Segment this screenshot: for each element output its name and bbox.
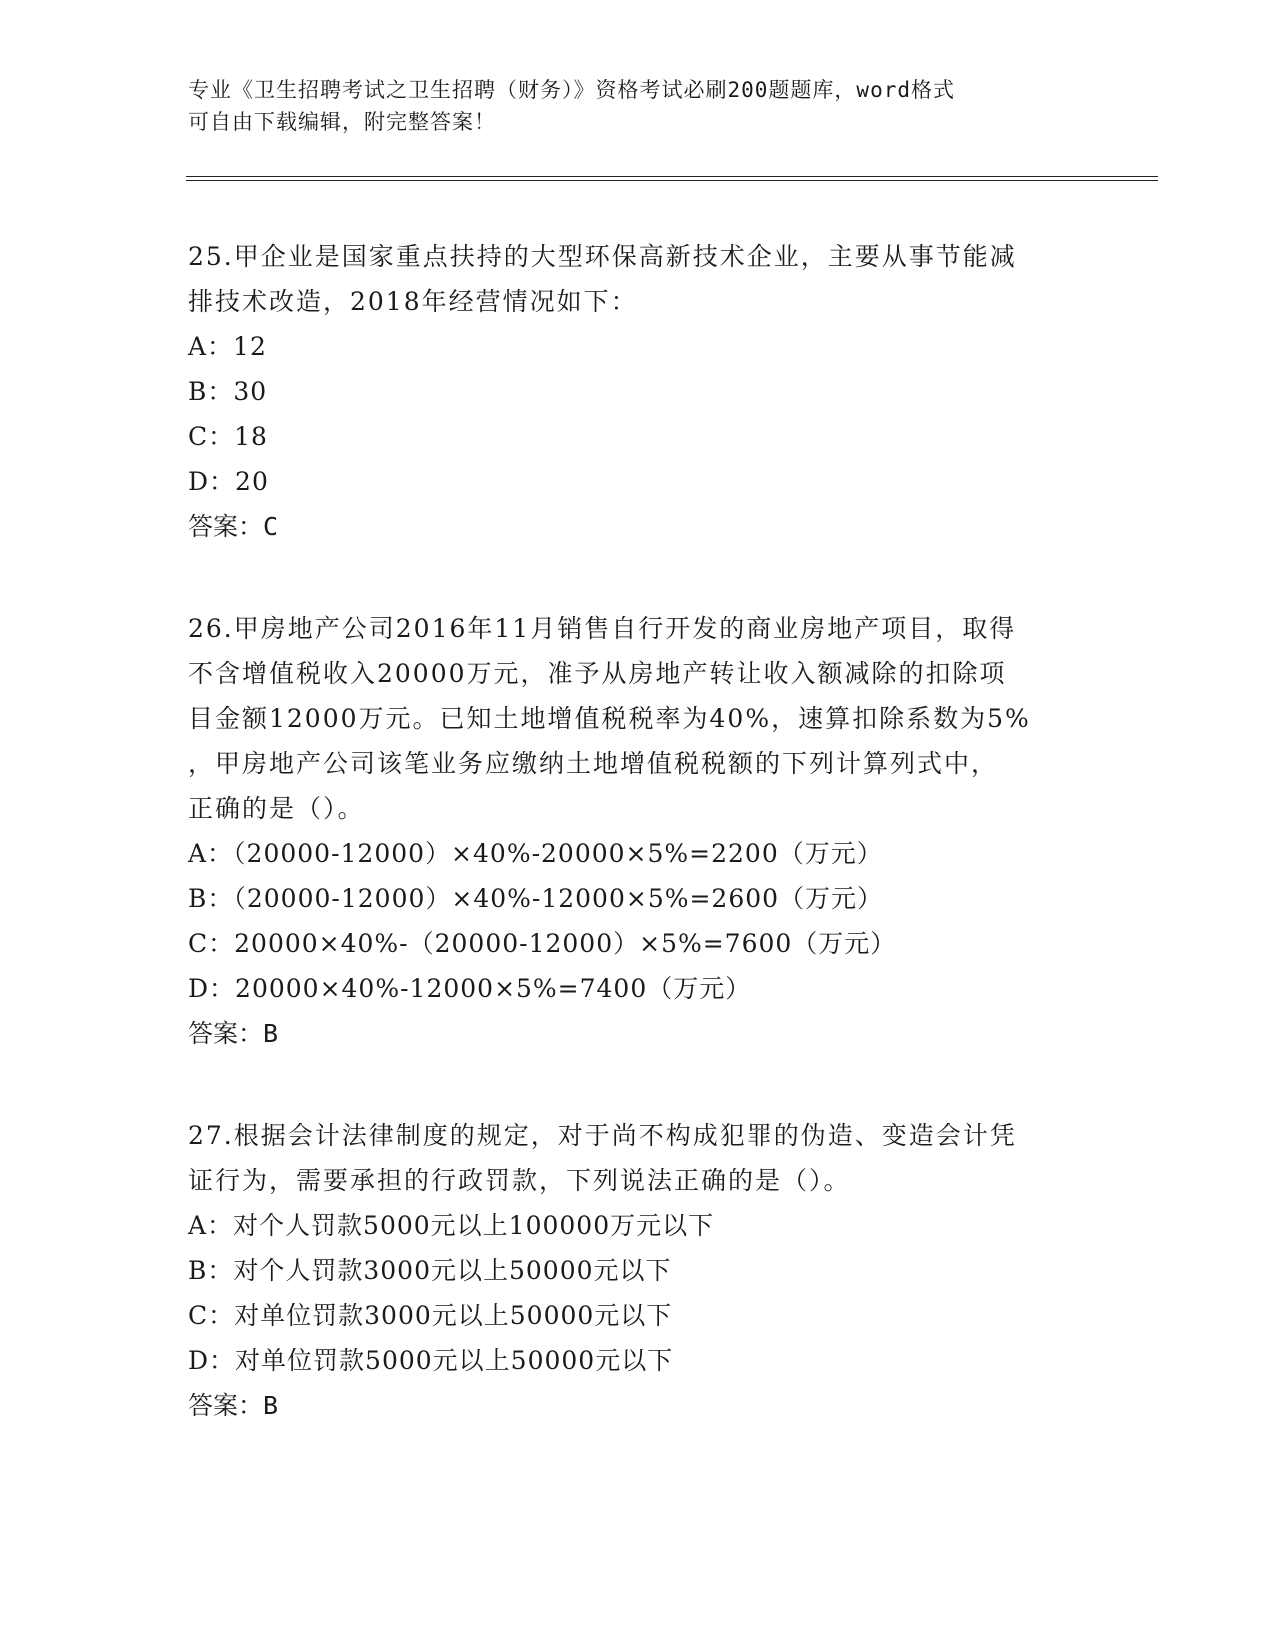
answer: 答案：B	[188, 1019, 279, 1048]
question-stem	[188, 1113, 1078, 1203]
question-list	[188, 234, 1078, 1485]
stem-line: 目金额12000万元。已知土地增值税税率为40%，速算扣除系数为5%	[188, 704, 1031, 733]
option-c: C：20000×40%-（20000-12000）×5%=7600（万元）	[188, 929, 897, 958]
stem-line: 26.甲房地产公司2016年11月销售自行开发的商业房地产项目，取得	[188, 614, 1017, 643]
answer: 答案：C	[188, 512, 279, 541]
question-27	[188, 1113, 1078, 1428]
option-d: D：对单位罚款5000元以上50000元以下	[188, 1346, 674, 1375]
stem-line: 排技术改造，2018年经营情况如下：	[188, 287, 638, 316]
stem-line: 25.甲企业是国家重点扶持的大型环保高新技术企业，主要从事节能减	[188, 242, 1017, 271]
stem-line: 不含增值税收入20000万元，准予从房地产转让收入额减除的扣除项	[188, 659, 1007, 688]
option-a: A：对个人罚款5000元以上100000万元以下	[188, 1211, 715, 1240]
option-a: A：12	[188, 332, 267, 361]
option-b: B：30	[188, 377, 268, 406]
option-a: A：（20000-12000）×40%-20000×5%=2200（万元）	[188, 839, 883, 868]
question-26	[188, 606, 1078, 1056]
stem-line: ，甲房地产公司该笔业务应缴纳土地增值税税额的下列计算列式中，	[188, 749, 999, 778]
answer: 答案：B	[188, 1391, 279, 1420]
question-stem	[188, 234, 1078, 324]
stem-line: 27.根据会计法律制度的规定，对于尚不构成犯罪的伪造、变造会计凭	[188, 1121, 1017, 1150]
option-b: B：对个人罚款3000元以上50000元以下	[188, 1256, 672, 1285]
option-d: D：20000×40%-12000×5%=7400（万元）	[188, 974, 752, 1003]
stem-line: 正确的是（）。	[188, 794, 365, 823]
header-line-2: 可自由下载编辑，附完整答案！	[188, 110, 496, 134]
question-stem	[188, 606, 1078, 831]
option-c: C：18	[188, 422, 268, 451]
option-d: D：20	[188, 467, 269, 496]
header-divider	[186, 176, 1158, 181]
stem-line: 证行为，需要承担的行政罚款，下列说法正确的是（）。	[188, 1166, 851, 1195]
document-header	[188, 74, 1088, 138]
option-c: C：对单位罚款3000元以上50000元以下	[188, 1301, 673, 1330]
option-b: B：（20000-12000）×40%-12000×5%=2600（万元）	[188, 884, 884, 913]
header-line-1: 专业《卫生招聘考试之卫生招聘（财务）》资格考试必刷200题题库，word格式	[188, 78, 955, 102]
question-25	[188, 234, 1078, 549]
